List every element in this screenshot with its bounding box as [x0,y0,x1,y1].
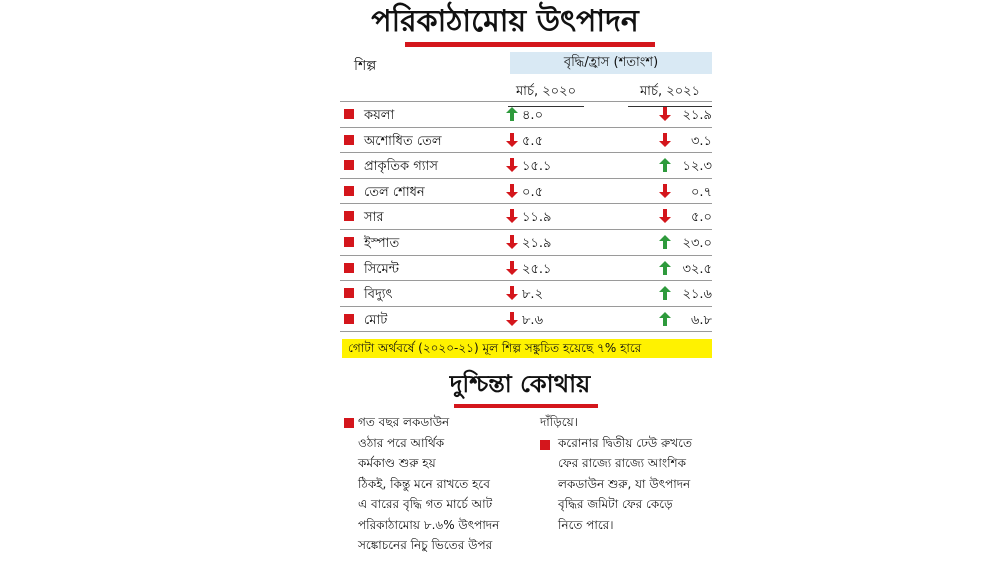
annual-contraction-note: গোটা অর্থবর্ষে (২০২০-২১) মূল শিল্প সঙ্কুচিত হয়েছে ৭% হারে [342,339,712,358]
table-row [340,178,712,204]
industry-label: সিমেন্ট [364,261,399,277]
value-2020: ০.৫ [522,184,544,200]
down-arrow-icon [506,312,518,326]
table-row [340,127,712,153]
year-2020-header: মার্চ, ২০২০ [508,82,584,107]
value-2021: ৬.৮ [690,312,712,328]
table-row [340,101,712,127]
row-bullet [344,135,354,145]
row-bullet [344,237,354,247]
value-2021: ২৩.০ [682,236,712,251]
up-arrow-icon [506,107,518,121]
paragraph-line: কর্মকাণ্ড শুরু হয় [358,456,436,470]
row-bullet [344,186,354,196]
down-arrow-icon [506,261,518,275]
down-arrow-icon [506,158,518,172]
value-2020: ৪.০ [522,108,544,123]
industry-label: কয়লা [364,108,395,123]
paragraph-line: দাঁড়িয়ে। [540,415,578,429]
row-bullet [344,314,354,324]
title-underline [405,42,655,47]
row-bullet [344,211,354,221]
table-row [340,306,712,332]
paragraph-line: ফের রাজ্যে রাজ্যে আংশিক [558,456,687,470]
paragraph-line: ঠিকই, কিন্তু মনে রাখতে হবে [358,476,490,491]
industry-label: ইস্পাত [364,236,400,251]
down-arrow-icon [506,209,518,223]
down-arrow-icon [506,286,518,300]
table-row [340,152,712,178]
change-percent-header: বৃদ্ধি/হ্রাস (শতাংশ) [510,52,712,74]
paragraph-line: ওঠার পরে আর্থিক [358,435,445,450]
industry-label: অশোধিত তেল [364,133,442,149]
up-arrow-icon [659,158,671,172]
value-2020: ১১.৯ [522,210,552,226]
row-bullet [344,288,354,298]
up-arrow-icon [659,235,671,249]
value-2020: ২৫.১ [522,261,552,277]
row-bullet [344,160,354,170]
row-divider [340,331,712,332]
table-row [340,203,712,229]
value-2021: ৩.১ [690,133,712,149]
row-bullet [344,263,354,273]
down-arrow-icon [659,133,671,147]
value-2021: ২১.৯ [682,108,712,123]
down-arrow-icon [506,184,518,198]
paragraph-line: বৃদ্ধির জমিটা ফের কেড়ে [558,497,673,511]
paragraph-line: নিতে পারে। [558,517,614,532]
value-2020: ১৫.১ [522,159,552,175]
industry-label: তেল শোধন [364,184,425,200]
value-2021: ১২.৩ [682,159,712,175]
down-arrow-icon [506,133,518,147]
industry-label: বিদ্যুৎ [364,287,393,303]
industry-label: মোট [364,312,388,328]
down-arrow-icon [659,209,671,223]
down-arrow-icon [506,235,518,249]
paragraph-line: করোনার দ্বিতীয় ঢেউ রুখতে [558,435,692,450]
concern-subtitle: দুশ্চিন্তা কোথায় [449,370,591,398]
value-2021: ০.৭ [690,184,712,200]
up-arrow-icon [659,312,671,326]
table-row [340,280,712,306]
paragraph-line: গত বছর লকডাউন [358,415,450,429]
value-2020: ৮.২ [522,287,544,303]
table-row [340,229,712,255]
paragraph-line: লকডাউন শুরু, যা উৎপাদন [558,476,691,491]
value-2021: ২১.৬ [682,287,712,303]
paragraph-line: এ বারের বৃদ্ধি গত মার্চে আট [358,497,493,511]
value-2020: ৫.৫ [522,133,544,149]
paragraph-line: পরিকাঠামোয় ৮.৬% উৎপাদন [358,517,500,532]
page-title: পরিকাঠামোয় উৎপাদন [371,4,639,39]
up-arrow-icon [659,286,671,300]
paragraph-line: সঙ্কোচনের নিচু ভিতের উপর [358,538,493,552]
year-2021-header: মার্চ, ২০২১ [628,82,712,107]
row-bullet [344,109,354,119]
down-arrow-icon [659,107,671,121]
value-2021: ৩২.৫ [682,261,712,277]
left-paragraph-bullet [344,418,354,428]
table-row [340,255,712,281]
right-paragraph-bullet [540,440,550,450]
industry-label: প্রাকৃতিক গ্যাস [364,159,438,175]
up-arrow-icon [659,261,671,275]
value-2020: ৮.৬ [522,312,544,328]
industry-label: সার [364,210,384,226]
down-arrow-icon [659,184,671,198]
value-2020: ২১.৯ [522,236,552,251]
industry-column-header: শিল্প [354,58,377,74]
subtitle-underline [454,404,598,408]
value-2021: ৫.০ [690,210,712,226]
